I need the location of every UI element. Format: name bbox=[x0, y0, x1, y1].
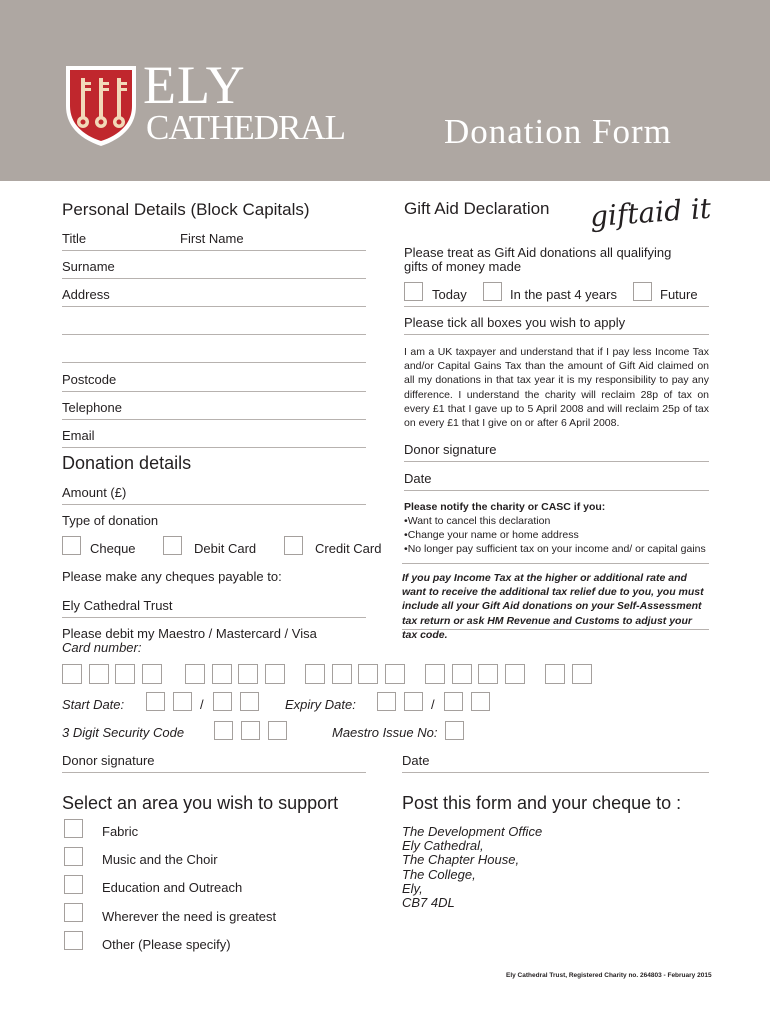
address-line: The College, bbox=[402, 866, 476, 882]
amount-label: Amount (£) bbox=[62, 485, 127, 500]
address-label: Address bbox=[62, 287, 110, 302]
surname-label: Surname bbox=[62, 259, 115, 274]
higher-rate-rule bbox=[402, 629, 709, 630]
address-field-1[interactable] bbox=[62, 306, 366, 307]
card-number-box[interactable] bbox=[505, 664, 525, 684]
address-line: The Chapter House, bbox=[402, 852, 520, 868]
telephone-field[interactable] bbox=[62, 419, 366, 420]
logo-cathedral: CATHEDRAL bbox=[146, 108, 346, 147]
start-date-box[interactable] bbox=[213, 692, 232, 711]
tick-instruction-rule bbox=[404, 334, 709, 335]
start-date-slash: / bbox=[200, 697, 204, 712]
maestro-issue-label: Maestro Issue No: bbox=[332, 725, 438, 740]
today-label: Today bbox=[432, 287, 467, 302]
debit-instruction-line1: Please debit my Maestro / Mastercard / Visa bbox=[62, 626, 317, 641]
future-label: Future bbox=[660, 287, 698, 302]
card-number-box[interactable] bbox=[265, 664, 285, 684]
surname-field[interactable] bbox=[62, 278, 366, 279]
area-need-label: Wherever the need is greatest bbox=[102, 909, 277, 924]
area-education-checkbox[interactable] bbox=[64, 875, 83, 894]
area-education-label: Education and Outreach bbox=[102, 880, 243, 895]
email-label: Email bbox=[62, 428, 95, 443]
card-number-box[interactable] bbox=[62, 664, 82, 684]
personal-details-heading: Personal Details (Block Capitals) bbox=[62, 200, 310, 219]
debit-card-checkbox[interactable] bbox=[163, 536, 182, 555]
area-fabric-checkbox[interactable] bbox=[64, 819, 83, 838]
expiry-date-box[interactable] bbox=[377, 692, 396, 711]
future-checkbox[interactable] bbox=[633, 282, 652, 301]
card-number-box[interactable] bbox=[358, 664, 378, 684]
area-music-checkbox[interactable] bbox=[64, 847, 83, 866]
card-number-box[interactable] bbox=[425, 664, 445, 684]
donation-details-heading: Donation details bbox=[62, 453, 192, 473]
telephone-label: Telephone bbox=[62, 400, 122, 415]
areas-heading: Select an area you wish to support bbox=[62, 793, 339, 813]
payee-text: Ely Cathedral Trust bbox=[62, 598, 173, 613]
notify-list bbox=[404, 514, 706, 557]
card-number-label: Card number: bbox=[62, 640, 142, 655]
expiry-date-box[interactable] bbox=[404, 692, 423, 711]
page-title: Donation Form bbox=[444, 112, 672, 151]
address-line: Ely, bbox=[402, 880, 423, 896]
gift-aid-declaration-text: I am a UK taxpayer and understand that if I pay less Income Tax and/or Capital Gains Tax than the amount of Gift Aid claimed on all my donations in that tax year it is my responsibility to pay any difference. I understand the charity will reclaim 28p of tax on every £1 that I gave up to 5 April 2008 and will reclaim 25p of tax on every £1 that I give on or after 6 April 2008. bbox=[404, 346, 709, 430]
address-line: The Development Office bbox=[402, 824, 543, 839]
gift-aid-logo: giftaid it bbox=[588, 191, 713, 234]
card-number-box[interactable] bbox=[238, 664, 258, 684]
postal-address bbox=[402, 825, 542, 910]
card-number-box[interactable] bbox=[545, 664, 565, 684]
list-item: • Want to cancel this declaration bbox=[404, 514, 706, 528]
gift-aid-treat-line1: Please treat as Gift Aid donations all qualifying bbox=[404, 245, 672, 260]
credit-card-label: Credit Card bbox=[315, 541, 382, 556]
notify-heading: Please notify the charity or CASC if you: bbox=[404, 501, 606, 513]
gift-aid-options-rule bbox=[404, 306, 709, 307]
card-number-box[interactable] bbox=[89, 664, 109, 684]
security-code-label: 3 Digit Security Code bbox=[62, 725, 185, 740]
debit-card-label: Debit Card bbox=[194, 541, 257, 556]
higher-rate-note: If you pay Income Tax at the higher or additional rate and want to receive the additional tax relief due to you, you must include all your Gift Aid donations on your Self-Assessment tax return or ask HM Revenue and Customs to adjust your tax code. bbox=[402, 572, 704, 641]
date-field[interactable] bbox=[402, 772, 709, 773]
card-number-box[interactable] bbox=[332, 664, 352, 684]
security-code-box[interactable] bbox=[214, 721, 233, 740]
start-date-box[interactable] bbox=[146, 692, 165, 711]
type-of-donation-label: Type of donation bbox=[62, 513, 159, 528]
gift-aid-date-label: Date bbox=[404, 471, 432, 486]
email-field[interactable] bbox=[62, 447, 366, 448]
card-number-box[interactable] bbox=[142, 664, 162, 684]
payee-underline bbox=[62, 617, 366, 618]
start-date-box[interactable] bbox=[173, 692, 192, 711]
address-line: CB7 4DL bbox=[402, 895, 455, 911]
amount-field[interactable] bbox=[62, 504, 366, 505]
start-date-label: Start Date: bbox=[62, 697, 125, 712]
address-line: Ely Cathedral, bbox=[402, 838, 484, 854]
gift-aid-treat-line2: gifts of money made bbox=[404, 259, 522, 274]
cheque-label: Cheque bbox=[90, 541, 136, 556]
donor-signature-field[interactable] bbox=[62, 772, 366, 773]
card-number-box[interactable] bbox=[385, 664, 405, 684]
card-number-box[interactable] bbox=[452, 664, 472, 684]
expiry-date-label: Expiry Date: bbox=[285, 697, 356, 712]
notify-rule bbox=[402, 563, 709, 564]
card-number-box[interactable] bbox=[572, 664, 592, 684]
gift-aid-heading: Gift Aid Declaration bbox=[404, 199, 550, 218]
logo-ely: ELY bbox=[143, 55, 246, 115]
expiry-date-box[interactable] bbox=[444, 692, 463, 711]
first-name-label: First Name bbox=[180, 231, 244, 246]
area-need-checkbox[interactable] bbox=[64, 903, 83, 922]
footer-charity-note: Ely Cathedral Trust, Registered Charity no. 264803 - February 2015 bbox=[506, 972, 712, 979]
postcode-label: Postcode bbox=[62, 372, 117, 387]
card-number-box[interactable] bbox=[115, 664, 135, 684]
gift-aid-signature-field[interactable] bbox=[404, 461, 709, 462]
expiry-date-box[interactable] bbox=[471, 692, 490, 711]
security-code-box[interactable] bbox=[241, 721, 260, 740]
card-number-box[interactable] bbox=[212, 664, 232, 684]
post-heading: Post this form and your cheque to : bbox=[402, 793, 682, 813]
past-4-years-label: In the past 4 years bbox=[510, 287, 617, 302]
crest-icon bbox=[64, 64, 138, 148]
area-fabric-label: Fabric bbox=[102, 824, 139, 839]
area-other-label: Other (Please specify) bbox=[102, 937, 231, 952]
area-music-label: Music and the Choir bbox=[102, 852, 218, 867]
gift-aid-signature-label: Donor signature bbox=[404, 442, 497, 457]
card-number-box[interactable] bbox=[305, 664, 325, 684]
list-item: • Change your name or home address bbox=[404, 528, 706, 542]
expiry-date-slash: / bbox=[431, 697, 435, 712]
gift-aid-date-field[interactable] bbox=[404, 490, 709, 491]
postcode-field[interactable] bbox=[62, 391, 366, 392]
cheque-checkbox[interactable] bbox=[62, 536, 81, 555]
list-item: • No longer pay sufficient tax on your income and/ or capital gains bbox=[404, 542, 706, 556]
tick-instruction: Please tick all boxes you wish to apply bbox=[404, 315, 626, 330]
credit-card-checkbox[interactable] bbox=[284, 536, 303, 555]
card-number-box[interactable] bbox=[185, 664, 205, 684]
card-number-box[interactable] bbox=[478, 664, 498, 684]
past-4-years-checkbox[interactable] bbox=[483, 282, 502, 301]
date-label: Date bbox=[402, 753, 430, 768]
address-field-3[interactable] bbox=[62, 362, 366, 363]
cheque-payable-text: Please make any cheques payable to: bbox=[62, 569, 282, 584]
header-band bbox=[0, 0, 770, 181]
start-date-box[interactable] bbox=[240, 692, 259, 711]
title-field[interactable] bbox=[62, 250, 366, 251]
area-other-checkbox[interactable] bbox=[64, 931, 83, 950]
donor-signature-label: Donor signature bbox=[62, 753, 155, 768]
maestro-issue-box[interactable] bbox=[445, 721, 464, 740]
today-checkbox[interactable] bbox=[404, 282, 423, 301]
title-label: Title bbox=[62, 231, 87, 246]
address-field-2[interactable] bbox=[62, 334, 366, 335]
security-code-box[interactable] bbox=[268, 721, 287, 740]
